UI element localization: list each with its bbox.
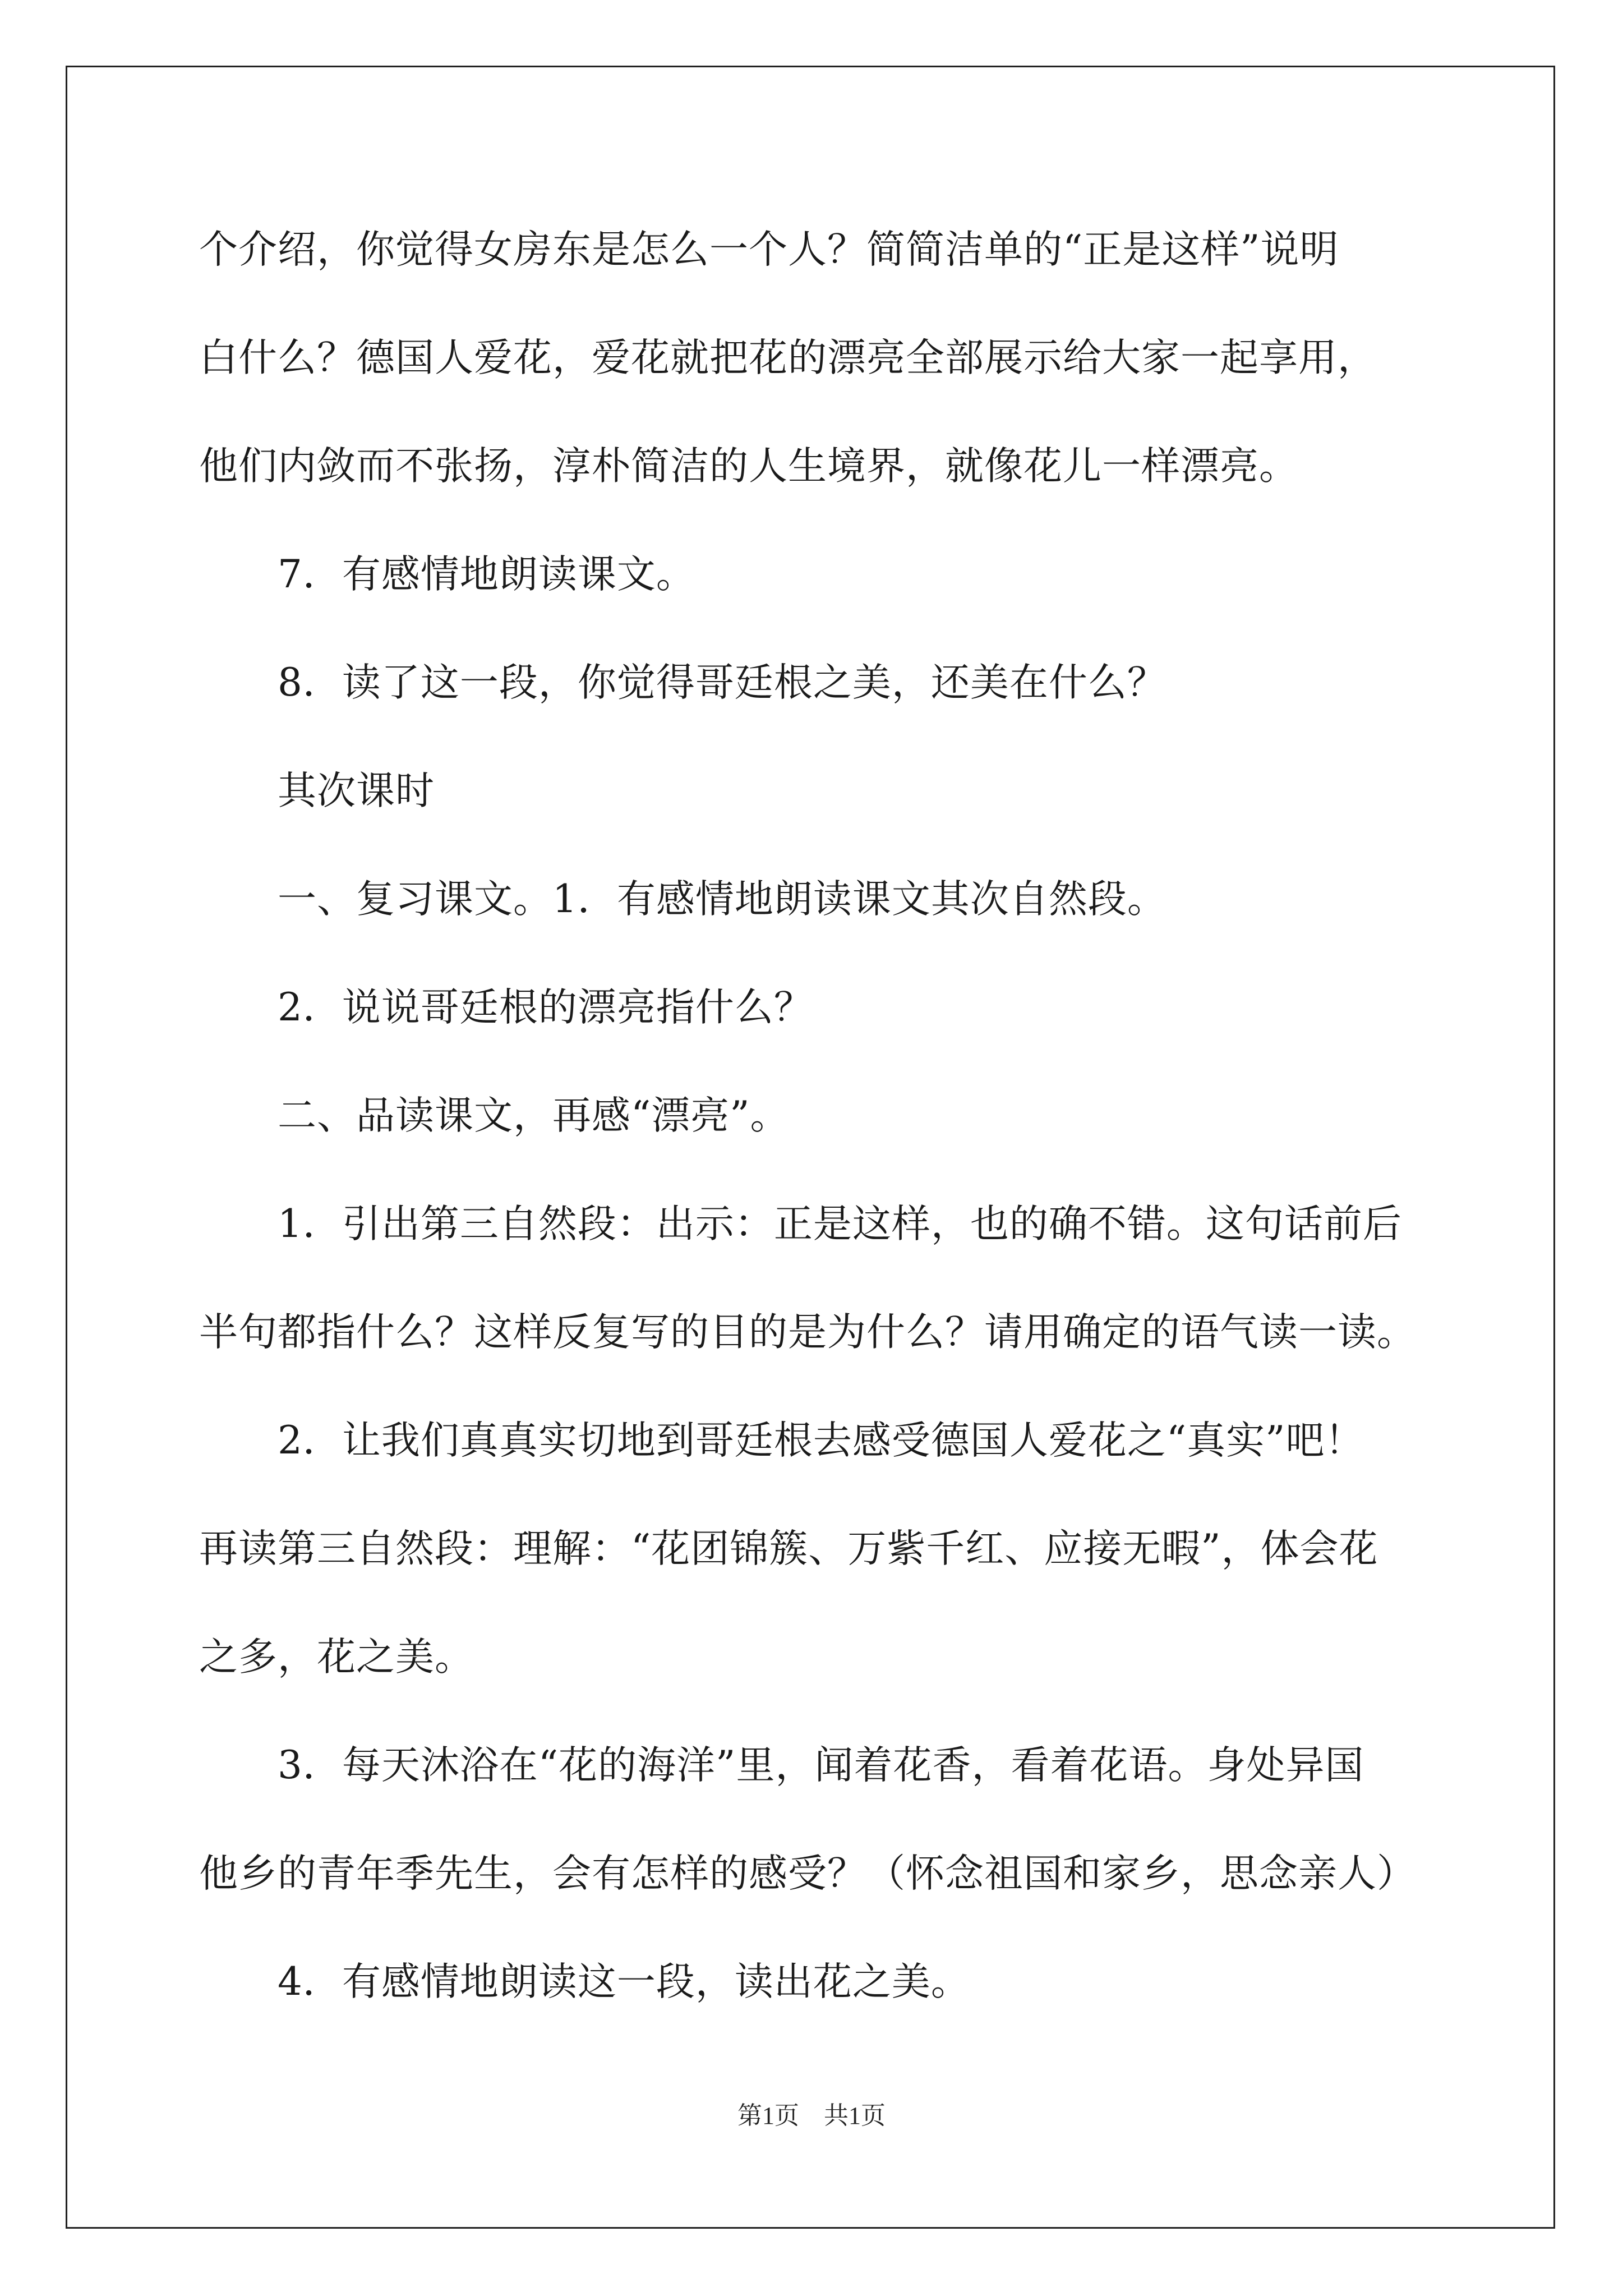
numbered-item: 3．每天沐浴在“花的海洋”里，闻着花香，看着花语。身处异国 <box>278 1743 1364 1788</box>
section-heading: 其次课时 <box>278 769 435 813</box>
text-line: 他乡的青年季先生，会有怎样的感受？（怀念祖国和家乡，思念亲人） <box>199 1851 1416 1896</box>
page-number-footer: 第1页 共1页 <box>737 2102 886 2129</box>
numbered-item: 8．读了这一段，你觉得哥廷根之美，还美在什么？ <box>278 660 1166 705</box>
text-line: 半句都指什么？这样反复写的目的是为什么？请用确定的语气读一读。 <box>199 1310 1416 1355</box>
section-item: 二、品读课文，再感“漂亮”。 <box>278 1093 790 1138</box>
text-line: 个介绍，你觉得女房东是怎么一个人？简简洁单的“正是这样”说明 <box>199 227 1339 272</box>
numbered-item: 1．引出第三自然段：出示：正是这样，也的确不错。这句话前后 <box>278 1202 1402 1246</box>
text-line: 白什么？德国人爱花，爱花就把花的漂亮全部展示给大家一起享用， <box>199 335 1377 380</box>
section-item: 一、复习课文。1．有感情地朗读课文其次自然段。 <box>278 877 1166 922</box>
text-line: 他们内敛而不张扬，淳朴简洁的人生境界，就像花儿一样漂亮。 <box>199 444 1298 489</box>
numbered-item: 4．有感情地朗读这一段，读出花之美。 <box>278 1959 970 2004</box>
document-body <box>199 219 1433 2059</box>
text-line: 再读第三自然段：理解：“花团锦簇、万紫千红、应接无暇”，体会花 <box>199 1526 1378 1571</box>
numbered-item: 2．说说哥廷根的漂亮指什么？ <box>278 985 813 1030</box>
text-line: 之多，花之美。 <box>199 1635 474 1680</box>
numbered-item: 2．让我们真真实切地到哥廷根去感受德国人爱花之“真实”吧！ <box>278 1418 1364 1463</box>
numbered-item: 7．有感情地朗读课文。 <box>278 552 695 597</box>
